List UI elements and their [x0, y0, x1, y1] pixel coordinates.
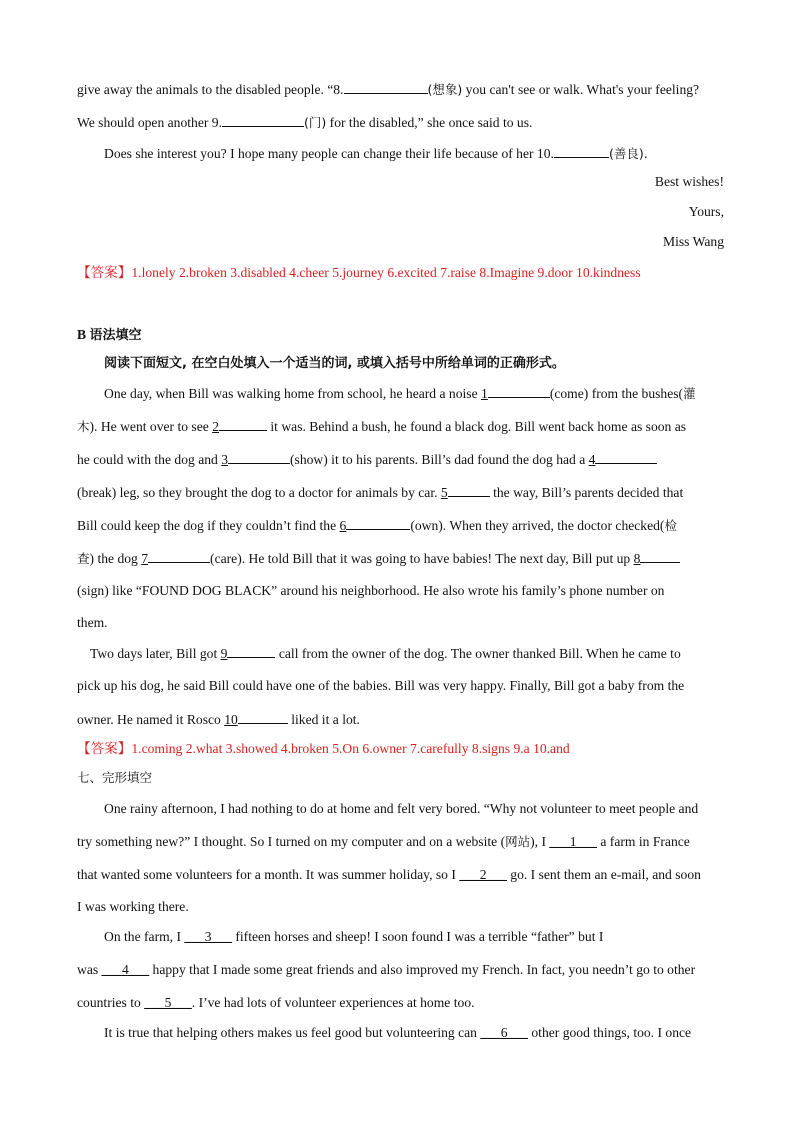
section-b-instruction: 阅读下面短文, 在空白处填入一个适当的词, 或填入括号中所给单词的正确形式。	[104, 356, 565, 371]
answer-blank-10b[interactable]	[238, 710, 288, 724]
text: We should open another 9.	[77, 115, 223, 130]
passage-a-line-1	[77, 80, 727, 99]
blank-number-4: 4	[588, 452, 596, 467]
b-line-8: them.	[77, 615, 108, 630]
hint: (想象)	[427, 82, 463, 97]
answer-blank-8b[interactable]	[640, 549, 680, 563]
section-title: 语法填空	[89, 328, 142, 343]
b-line-11: owner. He named it Rosco 10 liked it a lot.	[77, 712, 360, 727]
cloze-line-5: On the farm, I ___3___ fifteen horses and sheep! I soon found I was a terrible “father” but I	[104, 929, 604, 944]
blank-number-9: 9	[220, 646, 228, 661]
blank-number-5: 5	[440, 485, 448, 500]
section-b-heading	[77, 326, 727, 345]
b-line-5: Bill could keep the dog if they couldn’t find the 6 (own). When they arrived, the doctor checked(检	[77, 518, 677, 533]
b-line-10: pick up his dog, he said Bill could have one of the babies. Bill was very happy. Finally, Bill got a baby from the	[77, 678, 685, 693]
b-line-3: he could with the dog and 3 (show) it to his parents. Bill’s dad found the dog had a 4	[77, 450, 727, 469]
hint: (善良).	[608, 146, 648, 161]
signature: Miss Wang	[663, 234, 724, 249]
answer-blank-10[interactable]	[554, 144, 609, 158]
closing-yours: Yours,	[688, 204, 724, 219]
cloze-blank-1[interactable]: ___1___	[549, 834, 597, 849]
answer-key-b: 【答案】1.coming 2.what 3.showed 4.broken 5.On 6.owner 7.carefully 8.signs 9.a 10.and	[77, 741, 570, 756]
cloze-line-6: was ___4___ happy that I made some great friends and also improved my French. In fact, you needn’t go to other	[77, 962, 696, 977]
text: you can't see or walk. What's your feeling?	[462, 82, 700, 97]
answer-key-a: 【答案】1.lonely 2.broken 3.disabled 4.cheer 5.journey 6.excited 7.raise 8.Imagine 9.door 10.kindness	[77, 265, 641, 280]
answer-blank-6[interactable]	[346, 516, 410, 530]
closing-best-wishes: Best wishes!	[654, 174, 724, 189]
answer-blank-7[interactable]	[148, 549, 210, 563]
cloze-line-1: One rainy afternoon, I had nothing to do at home and felt very bored. “Why not volunteer to meet people and	[104, 801, 699, 816]
blank-number-2: 2	[212, 419, 219, 434]
cloze-blank-6[interactable]: ___6___	[480, 1025, 528, 1040]
blank-number-8: 8	[633, 551, 641, 566]
b-line-1: One day, when Bill was walking home from school, he heard a noise 1 (come) from the bushes(灌	[104, 386, 696, 401]
text: for the disabled,” she once said to us.	[326, 115, 533, 130]
b-line-2: 木). He went over to see 2 it was. Behind a bush, he found a black dog. Bill went back home as soon as	[77, 419, 687, 434]
cloze-line-4: I was working there.	[77, 899, 189, 914]
answer-blank-9[interactable]	[222, 113, 304, 127]
blank-number-6: 6	[339, 518, 347, 533]
cloze-line-3: that wanted some volunteers for a month. It was summer holiday, so I ___2___ go. I sent them an e-mail, and soon	[77, 867, 701, 882]
cloze-line-2: try something new?” I thought. So I turned on my computer and on a website (网站), I ___1___ a farm in France	[77, 834, 690, 849]
blank-number-7: 7	[141, 551, 149, 566]
answer-blank-9b[interactable]	[227, 644, 275, 658]
b-line-9: Two days later, Bill got 9 call from the owner of the dog. The owner thanked Bill. When he came to	[90, 646, 681, 661]
answer-blank-8[interactable]	[344, 80, 428, 94]
cloze-line-8: It is true that helping others makes us feel good but volunteering can ___6___ other good things, too. I once	[104, 1025, 692, 1040]
cloze-blank-2[interactable]: ___2___	[459, 867, 507, 882]
answer-blank-3[interactable]	[228, 450, 290, 464]
cloze-line-7: countries to ___5___. I’ve had lots of volunteer experiences at home too.	[77, 995, 475, 1010]
answer-blank-2[interactable]	[219, 417, 267, 431]
hint: (门)	[304, 115, 327, 130]
blank-number-10: 10	[224, 712, 238, 727]
cloze-blank-3[interactable]: ___3___	[184, 929, 232, 944]
blank-number-1: 1	[481, 386, 488, 401]
answer-blank-4[interactable]	[595, 450, 657, 464]
b-line-4: (break) leg, so they brought the dog to a doctor for animals by car. 5 the way, Bill’s parents decided that	[77, 485, 684, 500]
section-letter: B	[77, 327, 90, 342]
answer-blank-1[interactable]	[488, 384, 550, 398]
text: give away the animals to the disabled people. “8.	[77, 82, 344, 97]
cloze-blank-5[interactable]: ___5___	[144, 995, 192, 1010]
cloze-blank-4[interactable]: ___4___	[101, 962, 150, 977]
blank-number-3: 3	[221, 452, 229, 467]
b-line-7: (sign) like “FOUND DOG BLACK” around his neighborhood. He also wrote his family’s phone number on	[77, 583, 665, 598]
section-7-heading: 七、完形填空	[77, 770, 153, 785]
b-line-6: 查) the dog 7 (care). He told Bill that it was going to have babies! The next day, Bill put up 8	[77, 549, 727, 568]
passage-a-line-3	[104, 144, 754, 163]
text: Does she interest you? I hope many people can change their life because of her 10.	[104, 146, 554, 161]
answer-blank-5[interactable]	[448, 483, 490, 497]
passage-a-line-2	[77, 113, 727, 132]
